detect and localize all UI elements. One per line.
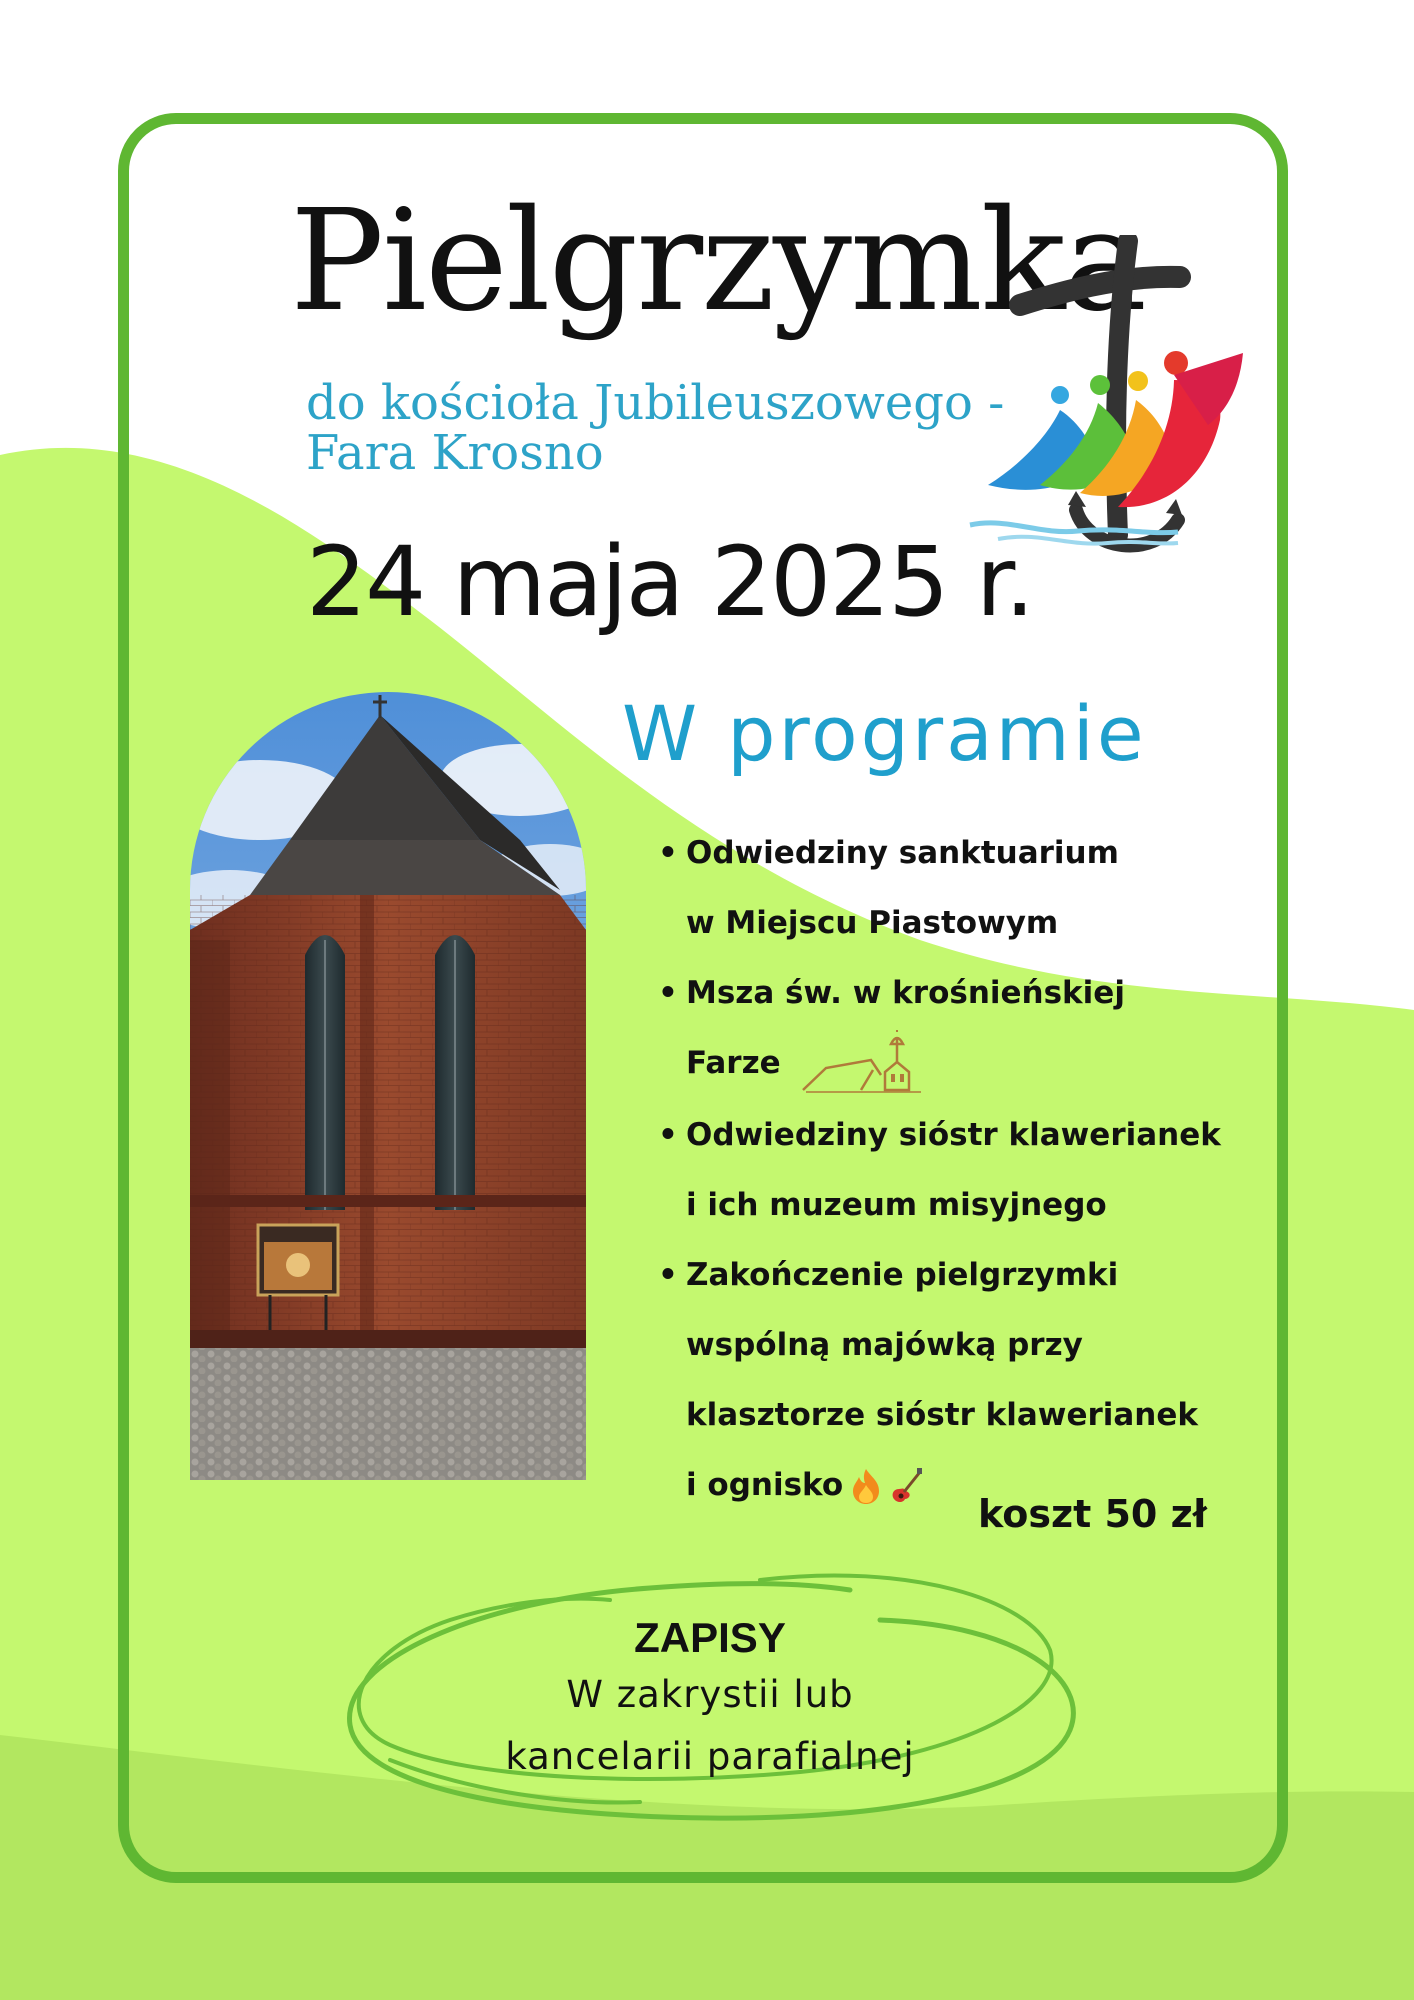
- signup-line-1: W zakrystii lub: [566, 1673, 854, 1716]
- program-list: [658, 818, 1258, 1520]
- subtitle-line-1: do kościoła Jubileuszowego -: [306, 375, 1005, 431]
- program-item-line-with-icon: [686, 1028, 1258, 1100]
- signup-text: [420, 1664, 1000, 1788]
- bullet-icon: •: [658, 1256, 678, 1293]
- program-heading: W programie: [622, 689, 1147, 778]
- subtitle-line-2: Fara Krosno: [306, 425, 604, 482]
- program-item: [658, 1100, 1258, 1240]
- church-outline-icon: [801, 1030, 931, 1100]
- program-item-line: Zakończenie pielgrzymki: [686, 1256, 1119, 1293]
- church-photo: [190, 690, 586, 1480]
- program-item-line: Msza św. w krośnieńskiej: [686, 975, 1125, 1011]
- signup-box: [420, 1612, 1000, 1788]
- program-item-line: Odwiedziny sanktuarium: [686, 835, 1119, 871]
- jubilee-logo-icon: [968, 235, 1278, 575]
- program-item: [658, 818, 1258, 958]
- program-item-line: klasztorze sióstr klawerianek: [686, 1396, 1199, 1433]
- program-item: [658, 958, 1258, 1100]
- program-item-line: wspólną majówką przy: [686, 1326, 1083, 1363]
- fire-icon: [849, 1467, 883, 1505]
- bullet-icon: •: [658, 835, 678, 871]
- cost-label: koszt 50 zł: [978, 1492, 1207, 1536]
- page-title: Pielgrzymka: [290, 180, 1146, 343]
- program-item-line: w Miejscu Piastowym: [686, 905, 1059, 941]
- event-date: 24 maja 2025 r.: [306, 526, 1034, 638]
- bullet-icon: •: [658, 975, 678, 1011]
- program-item-line: Odwiedziny sióstr klawerianek: [686, 1116, 1221, 1153]
- program-item-text: i ognisko: [686, 1466, 844, 1503]
- program-item: [658, 1240, 1258, 1520]
- program-item-line: i ich muzeum misyjnego: [686, 1186, 1107, 1223]
- bullet-icon: •: [658, 1116, 678, 1153]
- signup-title: ZAPISY: [634, 1614, 786, 1661]
- signup-line-2: kancelarii parafialnej: [505, 1735, 915, 1778]
- guitar-icon: [889, 1467, 923, 1505]
- program-item-text: Farze: [686, 1045, 781, 1081]
- subtitle: [306, 375, 1066, 482]
